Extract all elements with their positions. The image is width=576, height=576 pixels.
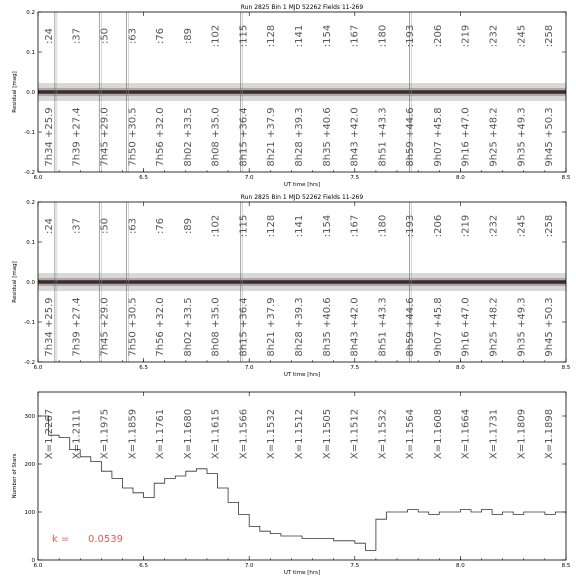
y-tick-label: 100	[24, 510, 35, 516]
radec-label: 9h35 +49.3	[516, 297, 528, 357]
field-label: :141	[294, 214, 305, 238]
x-tick-label: 8.5	[561, 563, 571, 569]
radec-label: 9h07 +45.8	[432, 107, 444, 167]
field-label: :128	[266, 214, 278, 238]
field-label: :37	[71, 27, 83, 45]
radec-label: 9h45 +50.3	[544, 297, 556, 357]
field-label: :115	[238, 24, 250, 48]
radec-label: 8h02 +33.5	[182, 297, 194, 357]
field-label: :232	[488, 24, 500, 48]
radec-label: 9h16 +47.0	[460, 107, 472, 167]
radec-label: 9h35 +49.3	[516, 107, 528, 167]
x-tick-label: 6.5	[139, 365, 148, 371]
radec-label: 9h45 +50.3	[544, 107, 556, 167]
x-tick-label: 8.0	[456, 175, 465, 181]
field-label: :63	[127, 27, 139, 45]
field-label: :219	[460, 24, 472, 48]
field-label: :154	[321, 24, 333, 48]
radec-label: 8h28 +39.3	[294, 297, 305, 357]
airmass-label: X=1.1761	[155, 408, 167, 460]
airmass-label: X=1.1615	[210, 408, 222, 460]
y-axis-label: Residual [mag]	[12, 261, 18, 303]
radec-label: 8h35 +40.6	[321, 297, 333, 357]
x-tick-label: 7.5	[350, 365, 360, 371]
x-tick-label: 6.0	[33, 563, 43, 569]
radec-label: 9h25 +48.2	[488, 107, 500, 167]
field-label: :206	[432, 24, 444, 48]
radec-label: 7h34 +25.9	[43, 107, 55, 167]
airmass-label: X=1.1859	[127, 408, 139, 460]
field-label: :76	[155, 217, 167, 235]
field-label: :37	[71, 217, 83, 235]
radec-label: 9h16 +47.0	[460, 297, 472, 357]
field-label: :128	[266, 24, 278, 48]
x-tick-label: 8.0	[456, 563, 465, 569]
y-tick-label: -0.1	[24, 130, 35, 136]
x-axis-label: UT time [hrs]	[283, 372, 321, 378]
radec-label: 7h39 +27.4	[71, 297, 83, 357]
field-label: :102	[210, 24, 222, 48]
x-axis-label: UT time [hrs]	[283, 570, 321, 576]
y-axis-label: Number of Stars	[12, 453, 18, 499]
airmass-label: X=1.1532	[266, 408, 278, 460]
x-tick-label: 8.5	[561, 365, 571, 371]
field-label: :167	[349, 214, 361, 238]
field-label: :245	[516, 214, 528, 238]
radec-label: 9h25 +48.2	[488, 297, 500, 357]
radec-label: 8h21 +37.9	[266, 107, 278, 167]
airmass-label: X=1.1731	[488, 408, 500, 460]
field-label: :76	[155, 27, 167, 45]
field-label: :193	[405, 24, 417, 48]
radec-label: 8h15 +36.4	[238, 297, 250, 357]
radec-label: 7h45 +29.0	[99, 297, 111, 357]
x-tick-label: 7.0	[244, 175, 254, 181]
x-tick-label: 6.0	[33, 365, 43, 371]
field-label: :258	[544, 24, 556, 48]
field-label: :102	[210, 214, 222, 238]
chart-title: Run 2825 Bin 1 MJD 52262 Fields 11-269	[240, 194, 364, 201]
y-tick-label: 0.0	[26, 280, 35, 286]
field-label: :167	[349, 24, 361, 48]
y-tick-label: 0.0	[26, 90, 35, 96]
radec-label: 9h07 +45.8	[432, 297, 444, 357]
y-axis-label: Residual [mag]	[12, 71, 18, 113]
x-tick-label: 6.5	[139, 175, 148, 181]
field-label: :193	[405, 214, 417, 238]
x-tick-label: 6.0	[33, 175, 43, 181]
airmass-label: X=1.1512	[294, 408, 305, 460]
airmass-label: X=1.1608	[432, 408, 444, 460]
radec-label: 8h15 +36.4	[238, 107, 250, 167]
radec-label: 8h08 +35.0	[210, 107, 222, 167]
airmass-label: X=1.1532	[377, 408, 389, 460]
x-tick-label: 8.0	[456, 365, 465, 371]
airmass-label: X=1.1512	[349, 408, 361, 460]
y-tick-label: -0.2	[24, 360, 35, 366]
radec-label: 8h43 +42.0	[349, 107, 361, 167]
radec-label: 8h59 +44.6	[405, 107, 417, 167]
chart-title: Run 2825 Bin 1 MJD 52262 Fields 11-269	[240, 4, 364, 11]
radec-label: 8h35 +40.6	[321, 107, 333, 167]
radec-label: 7h45 +29.0	[99, 107, 111, 167]
field-label: :63	[127, 217, 139, 235]
field-label: :258	[544, 214, 556, 238]
y-tick-label: 0	[31, 558, 35, 564]
airmass-label: X=1.1564	[405, 408, 417, 460]
y-tick-label: 300	[24, 414, 35, 420]
field-label: :89	[182, 27, 194, 45]
radec-label: 8h08 +35.0	[210, 297, 222, 357]
field-label: :24	[43, 27, 55, 45]
y-tick-label: 0.2	[26, 10, 35, 16]
field-label: :89	[182, 217, 194, 235]
field-label: :50	[99, 27, 111, 45]
radec-label: 8h43 +42.0	[349, 297, 361, 357]
radec-label: 8h59 +44.6	[405, 297, 417, 357]
radec-label: 8h21 +37.9	[266, 297, 278, 357]
y-tick-label: 0.2	[26, 200, 35, 206]
field-label: :141	[294, 24, 305, 48]
field-label: :219	[460, 214, 472, 238]
radec-label: 8h28 +39.3	[294, 107, 305, 167]
x-tick-label: 7.0	[244, 563, 254, 569]
field-label: :154	[321, 214, 333, 238]
x-tick-label: 8.5	[561, 175, 571, 181]
radec-label: 8h51 +43.3	[377, 107, 389, 167]
airmass-label: X=1.2267	[43, 408, 55, 460]
airmass-label: X=1.1975	[99, 408, 111, 460]
airmass-label: X=1.1664	[460, 408, 472, 460]
x-tick-label: 6.5	[139, 563, 148, 569]
airmass-label: X=1.1809	[516, 408, 528, 460]
radec-label: 7h34 +25.9	[43, 297, 55, 357]
x-tick-label: 7.5	[350, 563, 360, 569]
radec-label: 7h39 +27.4	[71, 107, 83, 167]
y-tick-label: -0.2	[24, 170, 35, 176]
radec-label: 8h02 +33.5	[182, 107, 194, 167]
y-tick-label: -0.1	[24, 320, 35, 326]
radec-label: 8h51 +43.3	[377, 297, 389, 357]
airmass-label: X=1.1505	[321, 408, 333, 460]
airmass-label: X=1.2111	[71, 408, 83, 460]
field-label: :232	[488, 214, 500, 238]
field-label: :24	[43, 217, 55, 235]
field-label: :245	[516, 24, 528, 48]
x-axis-label: UT time [hrs]	[283, 182, 321, 188]
airmass-label: X=1.1566	[238, 408, 250, 460]
x-tick-label: 7.0	[244, 365, 254, 371]
radec-label: 7h50 +30.5	[127, 107, 139, 167]
k-label: k =	[52, 534, 70, 545]
airmass-label: X=1.1898	[544, 408, 556, 460]
field-label: :50	[99, 217, 111, 235]
y-tick-label: 200	[24, 462, 35, 468]
field-label: :180	[377, 214, 389, 238]
radec-label: 7h56 +32.0	[155, 297, 167, 357]
k-value: 0.0539	[88, 534, 123, 545]
field-label: :115	[238, 214, 250, 238]
field-label: :180	[377, 24, 389, 48]
airmass-label: X=1.1680	[182, 408, 194, 460]
radec-label: 7h56 +32.0	[155, 107, 167, 167]
y-tick-label: 0.1	[26, 240, 35, 246]
radec-label: 7h50 +30.5	[127, 297, 139, 357]
field-label: :206	[432, 214, 444, 238]
y-tick-label: 0.1	[26, 50, 35, 56]
x-tick-label: 7.5	[350, 175, 360, 181]
